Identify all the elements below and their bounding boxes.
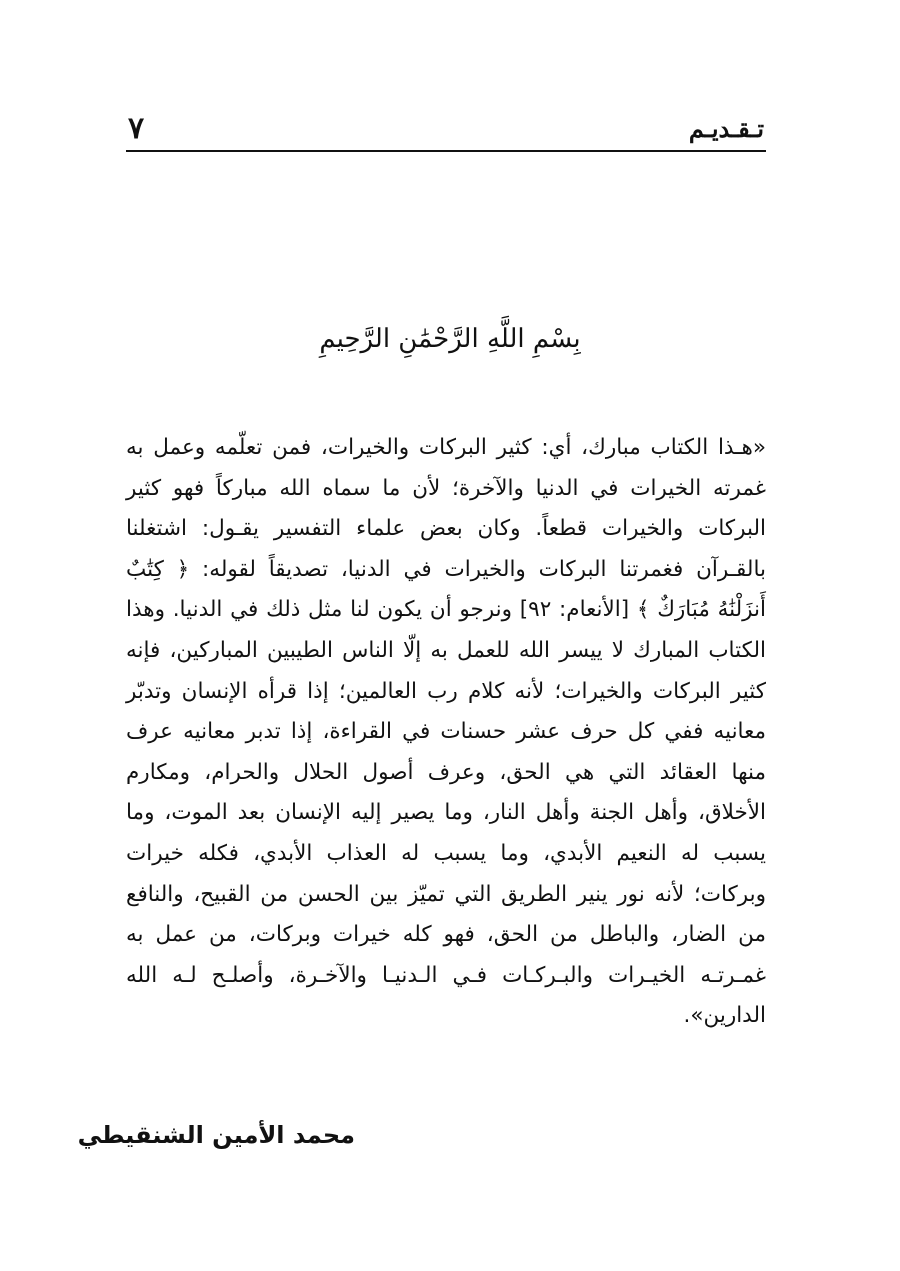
basmala-drawing: [300, 305, 600, 365]
page-number: ٧: [128, 111, 145, 146]
page-header: [126, 108, 766, 152]
introduction-paragraph: «هـذا الكتاب مبارك، أي: كثير البركات والخيرات، فمن تعلّمه وعمل به غمرته الخيرات في الدنيا والآخرة؛ لأن ما سماه الله مباركاً فهو كثير البركات والخيرات قطعاً. وكان بعض علماء التفسير يقـول: اشتغلنا بالقـرآن فغمرتنا البركات والخيرات في الدنيا، تصديقاً لقوله: ﴿ كِتَٰبٌ أَنزَلْنَٰهُ مُبَارَكٌ ﴾ [الأنعام: ٩٢] ونرجو أن يكون لنا مثل ذلك في الدنيا. وهذا الكتاب المبارك لا ييسر الله للعمل به إلّا الناس الطيبين المباركين، فإنه كثير البركات والخيرات؛ لأنه كلام رب العالمين؛ إذا قرأه الإنسان وتدبّر معانيه ففي كل حرف عشر حسنات في القراءة، إذا تدبر معانيه عرف منها العقائد التي هي الحق، وعرف أصول الحلال والحرام، ومكارم الأخلاق، وأهل الجنة وأهل النار، وما يصير إليه الإنسان بعد الموت، وما يسبب له النعيم الأبدي، وما يسبب له العذاب الأبدي، فكله خيرات وبركات؛ لأنه نور ينير الطريق التي تميّز بين الحسن من القبيح، والنافع من الضار، والباطل من الحق، فهو كله خيرات وبركات، من عمل به غمـرتـه الخيـرات والبـركـات فـي الـدنيـا والآخـرة، وأصلـح لـه الله الدارين».: [126, 435, 766, 1029]
basmala-calligraphy-icon: [300, 305, 600, 365]
running-title: تـقـديـم: [688, 114, 764, 143]
introduction-body: [126, 428, 766, 1037]
basmala-text: بِسْمِ اللَّهِ الرَّحْمَٰنِ الرَّحِيمِ: [319, 324, 581, 354]
author-signature: محمد الأمين الشنقيطي: [77, 1121, 355, 1149]
